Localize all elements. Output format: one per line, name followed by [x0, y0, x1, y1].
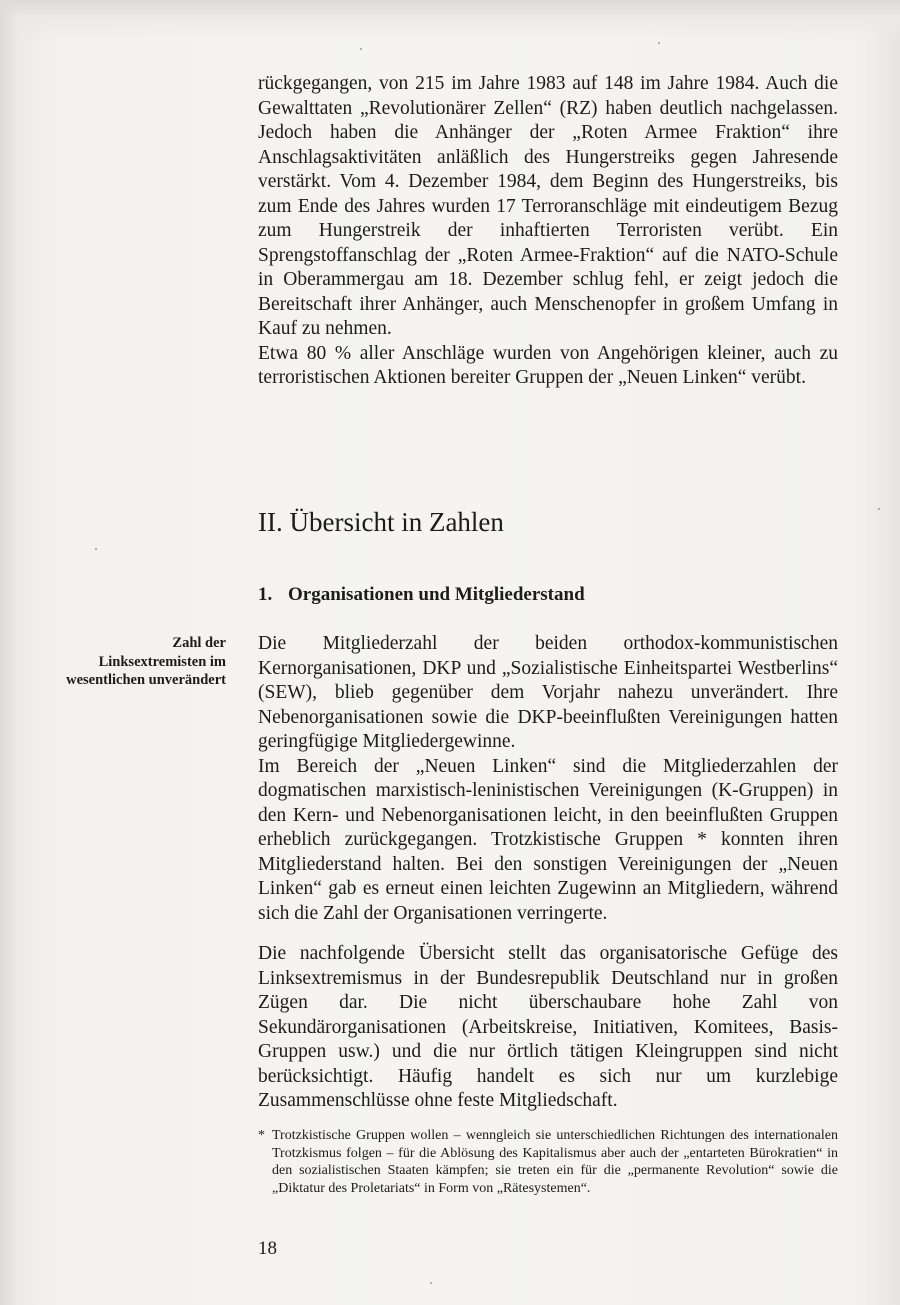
- scan-speck: [430, 1282, 432, 1284]
- paragraph: rückgegangen, von 215 im Jahre 1983 auf 148 im Jahre 1984. Auch die Gewalttaten „Revolutionärer Zellen“ (RZ) haben deutlich nachgelassen. Jedoch haben die Anhänger der „Roten Armee Fraktion“ ihre Anschlagsaktivitäten anläßlich des Hungerstreiks gegen Jahresende verstärkt. Vom 4. Dezember 1984, dem Beginn des Hungerstreiks, bis zum Ende des Jahres wurden 17 Terroranschläge mit eindeutigem Bezug zum Hungerstreik der inhaftierten Terroristen verübt. Ein Sprengstoffanschlag der „Roten Armee-Fraktion“ auf die NATO-Schule in Oberammergau am 18. Dezember schlug fehl, er zeigt jedoch die Bereitschaft ihrer Anhänger, auch Menschenopfer in großem Umfang in Kauf zu nehmen.: [258, 73, 838, 339]
- scan-edge-shadow: [0, 0, 900, 40]
- scan-speck: [658, 42, 660, 44]
- margin-note: Zahl der Linksextremisten im wesentlichen unverändert: [66, 635, 226, 688]
- scan-left-shadow: [0, 0, 18, 1305]
- scan-speck: [95, 548, 97, 550]
- scan-speck: [878, 508, 880, 510]
- subsection-title: Organisationen und Mitgliederstand: [288, 584, 585, 605]
- membership-text-block: [258, 632, 838, 926]
- subsection-heading: [258, 583, 585, 607]
- page-number: 18: [258, 1238, 277, 1259]
- paragraph: Die nachfolgende Übersicht stellt das organisatorische Gefüge des Linksextremismus in der Bundesrepublik Deutschland nur in großen Zügen dar. Die nicht überschaubare hohe Zahl von Sekundärorganisationen (Arbeitskreise, Initiativen, Komitees, Basis-Gruppen usw.) und die nur örtlich tätigen Kleingruppen sind nicht berücksichtigt. Häufig handelt es sich nur um kurzlebige Zusammenschlüsse ohne feste Mitgliedschaft.: [258, 943, 838, 1111]
- subsection-number: 1.: [258, 584, 273, 605]
- scan-speck: [360, 48, 362, 50]
- overview-text-block: [258, 942, 838, 1114]
- footnote-text: Trotzkistische Gruppen wollen – wenngleich sie unterschiedlichen Richtungen des internationalen Trotzkismus folgen – für die Ablösung des Kapitalismus aber auch der „entarteten Bürokratien“ in den sozialistischen Staaten kämpfen; sie treten ein für die „permanente Revolution“ sowie die „Diktatur des Proletariats“ in Form von „Rätesystemen“.: [272, 1128, 838, 1196]
- section-heading: II. Übersicht in Zahlen: [258, 507, 504, 537]
- intro-text-block: [258, 72, 838, 391]
- footnote-marker: *: [258, 1128, 265, 1143]
- paragraph: Im Bereich der „Neuen Linken“ sind die Mitgliederzahlen der dogmatischen marxistisch-leninistischen Vereinigungen (K-Gruppen) in den Kern- und Nebenorganisationen leicht, in den beeinflußten Gruppen erheblich zurückgegangen. Trotzkistische Gruppen * konnten ihren Mitgliederstand halten. Bei den sonstigen Vereinigungen der „Neuen Linken“ gab es erneut einen leichten Zugewinn an Mitgliedern, während sich die Zahl der Organisationen verringerte.: [258, 755, 838, 924]
- footnote: [258, 1127, 838, 1197]
- paragraph: Etwa 80 % aller Anschläge wurden von Angehörigen kleiner, auch zu terroristischen Aktionen bereiter Gruppen der „Neuen Linken“ verübt.: [258, 342, 838, 388]
- paragraph: Die Mitgliederzahl der beiden orthodox-kommunistischen Kernorganisationen, DKP und „Sozialistische Einheitspartei Westberlins“ (SEW), blieb gegenüber dem Vorjahr nahezu unverändert. Ihre Nebenorganisationen sowie die DKP-beeinflußten Vereinigungen hatten geringfügige Mitgliedergewinne.: [258, 633, 838, 752]
